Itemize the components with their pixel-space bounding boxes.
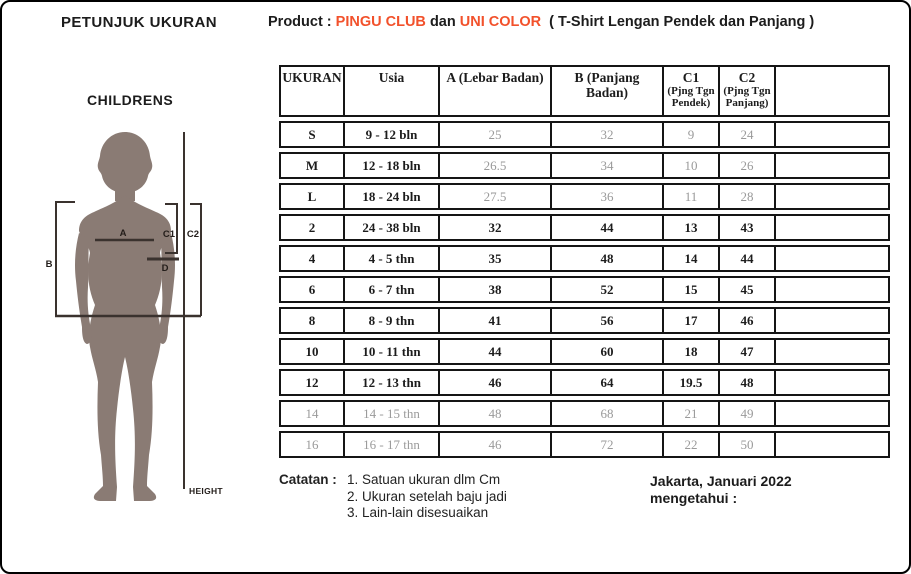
brand-name-uni-color: UNI COLOR (459, 14, 542, 30)
empty-cell (776, 431, 890, 458)
usia-cell: 8 - 9 thn (345, 307, 440, 334)
a-value-cell: 48 (440, 400, 552, 427)
c1-value-cell: 19.5 (664, 369, 720, 396)
size-cell: 6 (279, 276, 345, 303)
c1-value-cell: 9 (664, 121, 720, 148)
c2-value-cell: 24 (720, 121, 776, 148)
col-header-empty (776, 65, 890, 117)
empty-cell (776, 245, 890, 272)
a-value-cell: 26.5 (440, 152, 552, 179)
b-bracket (56, 202, 75, 316)
usia-cell: 10 - 11 thn (345, 338, 440, 365)
col-header-usia: Usia (345, 65, 440, 117)
col-header-c2 (720, 65, 776, 117)
c1-sub: (Pjng Tgn Pendek) (667, 85, 715, 109)
product-line (268, 14, 814, 30)
c2-sub: (Pjng Tgn Panjang) (723, 85, 771, 109)
table-row (279, 245, 890, 272)
c2-value-cell: 44 (720, 245, 776, 272)
c2-value-cell: 46 (720, 307, 776, 334)
a-value-cell: 25 (440, 121, 552, 148)
table-row (279, 183, 890, 210)
brand-name-pingu-club: PINGU CLUB (335, 14, 426, 30)
usia-cell: 24 - 38 bln (345, 214, 440, 241)
signoff-block (650, 473, 792, 507)
size-cell: 2 (279, 214, 345, 241)
col-header-c1 (664, 65, 720, 117)
c2-value-cell: 43 (720, 214, 776, 241)
notes-label: Catatan : (279, 472, 337, 487)
c1-value-cell: 22 (664, 431, 720, 458)
usia-cell: 9 - 12 bln (345, 121, 440, 148)
a-label: A (119, 228, 127, 239)
page-title: PETUNJUK UKURAN (61, 14, 218, 31)
note-item: 3. Lain-lain disesuaikan (347, 505, 489, 520)
table-row (279, 400, 890, 427)
product-suffix: ( T-Shirt Lengan Pendek dan Panjang ) (549, 14, 815, 30)
size-cell: S (279, 121, 345, 148)
c2-label: C2 (186, 229, 200, 240)
b-value-cell: 72 (552, 431, 664, 458)
table-row (279, 369, 890, 396)
size-table-header (279, 65, 890, 117)
c2-value-cell: 48 (720, 369, 776, 396)
col-header-panjang-badan: B (Panjang Badan) (552, 65, 664, 117)
product-prefix: Product : (268, 14, 332, 30)
signoff-acknowledge: mengetahui : (650, 490, 738, 506)
table-row (279, 214, 890, 241)
c2-value-cell: 45 (720, 276, 776, 303)
size-cell: 12 (279, 369, 345, 396)
b-value-cell: 32 (552, 121, 664, 148)
table-row (279, 152, 890, 179)
c2-bracket (190, 204, 201, 316)
c2-value-cell: 28 (720, 183, 776, 210)
c1-value-cell: 15 (664, 276, 720, 303)
height-label: HEIGHT (189, 486, 223, 496)
table-row (279, 307, 890, 334)
note-item: 2. Ukuran setelah baju jadi (347, 488, 507, 504)
table-row (279, 338, 890, 365)
measurement-figure (32, 97, 262, 522)
c1-label: C1 (162, 229, 176, 240)
usia-cell: 6 - 7 thn (345, 276, 440, 303)
c1-value-cell: 18 (664, 338, 720, 365)
b-value-cell: 44 (552, 214, 664, 241)
size-table (279, 61, 890, 462)
usia-cell: 4 - 5 thn (345, 245, 440, 272)
b-label: B (45, 259, 53, 270)
empty-cell (776, 338, 890, 365)
size-cell: M (279, 152, 345, 179)
empty-cell (776, 276, 890, 303)
a-value-cell: 44 (440, 338, 552, 365)
c1-value-cell: 21 (664, 400, 720, 427)
a-value-cell: 35 (440, 245, 552, 272)
usia-cell: 18 - 24 bln (345, 183, 440, 210)
size-cell: 8 (279, 307, 345, 334)
b-value-cell: 36 (552, 183, 664, 210)
empty-cell (776, 183, 890, 210)
b-value-cell: 60 (552, 338, 664, 365)
a-value-cell: 46 (440, 431, 552, 458)
a-value-cell: 41 (440, 307, 552, 334)
usia-cell: 14 - 15 thn (345, 400, 440, 427)
section-label-childrens: CHILDRENS (87, 92, 174, 108)
size-cell: L (279, 183, 345, 210)
c2-value-cell: 26 (720, 152, 776, 179)
b-value-cell: 48 (552, 245, 664, 272)
b-value-cell: 64 (552, 369, 664, 396)
empty-cell (776, 214, 890, 241)
child-silhouette-diagram (32, 97, 262, 522)
empty-cell (776, 307, 890, 334)
size-cell: 16 (279, 431, 345, 458)
c2-value-cell: 47 (720, 338, 776, 365)
c1-value-cell: 11 (664, 183, 720, 210)
b-value-cell: 56 (552, 307, 664, 334)
empty-cell (776, 152, 890, 179)
a-value-cell: 32 (440, 214, 552, 241)
b-value-cell: 68 (552, 400, 664, 427)
c1-code: C1 (682, 70, 700, 85)
empty-cell (776, 369, 890, 396)
col-header-lebar-badan: A (Lebar Badan) (440, 65, 552, 117)
notes-section (279, 472, 507, 522)
c1-value-cell: 14 (664, 245, 720, 272)
empty-cell (776, 400, 890, 427)
size-cell: 10 (279, 338, 345, 365)
c1-value-cell: 17 (664, 307, 720, 334)
b-value-cell: 52 (552, 276, 664, 303)
usia-cell: 16 - 17 thn (345, 431, 440, 458)
notes-items (347, 472, 507, 522)
a-value-cell: 38 (440, 276, 552, 303)
note-item: 1. Satuan ukuran dlm Cm (347, 472, 501, 487)
b-value-cell: 34 (552, 152, 664, 179)
table-row (279, 431, 890, 458)
product-connector: dan (429, 14, 456, 30)
table-row (279, 121, 890, 148)
size-cell: 14 (279, 400, 345, 427)
usia-cell: 12 - 18 bln (345, 152, 440, 179)
col-header-ukuran: UKURAN (279, 65, 345, 117)
size-table-body (279, 121, 890, 458)
c1-value-cell: 13 (664, 214, 720, 241)
c2-code: C2 (738, 70, 756, 85)
usia-cell: 12 - 13 thn (345, 369, 440, 396)
size-cell: 4 (279, 245, 345, 272)
c2-value-cell: 50 (720, 431, 776, 458)
empty-cell (776, 121, 890, 148)
c1-value-cell: 10 (664, 152, 720, 179)
d-label: D (161, 263, 169, 274)
c2-value-cell: 49 (720, 400, 776, 427)
a-value-cell: 46 (440, 369, 552, 396)
table-row (279, 276, 890, 303)
a-value-cell: 27.5 (440, 183, 552, 210)
signoff-place-date: Jakarta, Januari 2022 (650, 473, 792, 489)
